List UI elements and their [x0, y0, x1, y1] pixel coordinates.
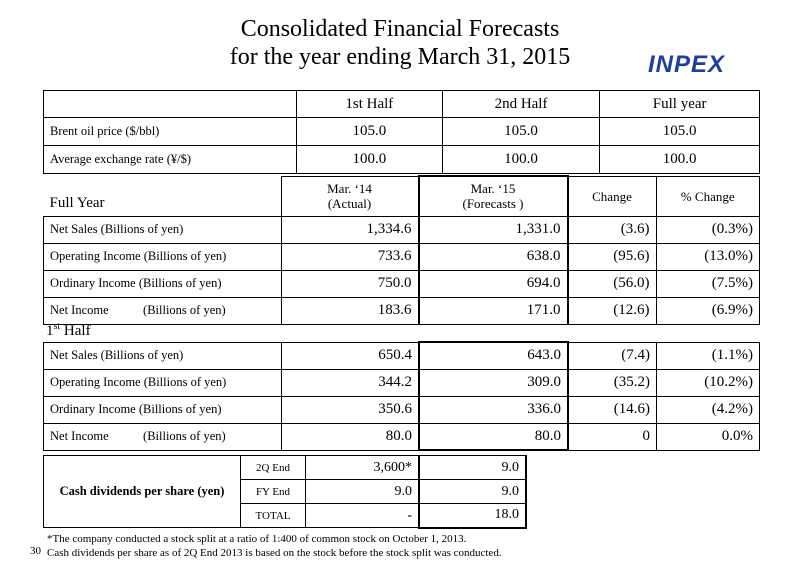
pct-value: (13.0%) [656, 243, 760, 270]
table-row [44, 369, 760, 396]
table-row [44, 423, 760, 450]
dividend-period: 2Q End [241, 456, 306, 480]
brent-2h: 105.0 [442, 118, 600, 146]
dividend-table [43, 455, 527, 529]
forecast-value: 694.0 [419, 270, 568, 297]
header-full-year: Full year [600, 91, 760, 118]
first-half-ordinal: st [53, 321, 61, 332]
fx-2h: 100.0 [442, 146, 600, 174]
actual-value: 1,334.6 [281, 216, 419, 243]
row-label: Ordinary Income (Billions of yen) [44, 396, 282, 423]
dividend-period: TOTAL [241, 504, 306, 528]
first-half-table [43, 341, 760, 451]
col-change-header: Change [568, 176, 657, 216]
table-row [44, 297, 760, 324]
table-row [44, 243, 760, 270]
actual-value: 183.6 [281, 297, 419, 324]
col-actual-line2: (Actual) [327, 196, 372, 211]
change-value: (3.6) [568, 216, 657, 243]
change-value: (95.6) [568, 243, 657, 270]
forecast-value: 80.0 [419, 423, 568, 450]
header-1st-half: 1st Half [297, 91, 443, 118]
table-row [44, 342, 760, 369]
dividend-actual: - [306, 504, 420, 528]
change-value: (12.6) [568, 297, 657, 324]
col-actual-line1: Mar. ‘14 [327, 181, 372, 196]
row-label: Net Income (Billions of yen) [44, 423, 282, 450]
col-forecast-line1: Mar. ‘15 [470, 181, 516, 197]
row-label: Ordinary Income (Billions of yen) [44, 270, 282, 297]
table-row [44, 216, 760, 243]
col-actual-header [281, 176, 419, 216]
actual-value: 750.0 [281, 270, 419, 297]
table-row [44, 396, 760, 423]
fx-fy: 100.0 [600, 146, 760, 174]
change-value: (14.6) [568, 396, 657, 423]
dividend-actual: 9.0 [306, 480, 420, 504]
full-year-table [43, 175, 760, 325]
row-label: Net Sales (Billions of yen) [44, 342, 282, 369]
dividend-forecast: 18.0 [419, 504, 526, 528]
fx-1h: 100.0 [297, 146, 443, 174]
forecast-value: 309.0 [419, 369, 568, 396]
pct-value: (4.2%) [657, 396, 760, 423]
logo-text: INPEX [648, 51, 726, 76]
forecast-value: 1,331.0 [419, 216, 568, 243]
dividend-period: FY End [241, 480, 306, 504]
pct-value: (0.3%) [656, 216, 760, 243]
first-half-number: 1 [46, 323, 54, 339]
dividend-forecast: 9.0 [419, 480, 526, 504]
brent-fy: 105.0 [600, 118, 760, 146]
change-value: (56.0) [568, 270, 657, 297]
brent-1h: 105.0 [297, 118, 443, 146]
change-value: (7.4) [568, 342, 657, 369]
footnote-line1: *The company conducted a stock split at a ratio of 1:400 of common stock on October 1, 2013. [47, 533, 467, 545]
brent-label: Brent oil price ($/bbl) [44, 118, 297, 146]
col-pct-header: % Change [656, 176, 760, 216]
first-half-heading [46, 321, 91, 340]
dividend-actual: 3,600* [306, 456, 420, 480]
row-label: Net Income (Billions of yen) [44, 297, 282, 324]
forecast-value: 643.0 [419, 342, 568, 369]
pct-value: (1.1%) [657, 342, 760, 369]
actual-value: 80.0 [282, 423, 420, 450]
first-half-word: Half [60, 323, 91, 339]
change-value: 0 [568, 423, 657, 450]
row-label: Operating Income (Billions of yen) [44, 369, 282, 396]
actual-value: 650.4 [282, 342, 420, 369]
col-forecast-line2: (Forecasts ) [462, 196, 524, 212]
pct-value: (6.9%) [656, 297, 760, 324]
full-year-heading: Full Year [49, 194, 105, 211]
fx-label: Average exchange rate (¥/$) [44, 146, 297, 174]
actual-value: 350.6 [282, 396, 420, 423]
col-forecast-header [419, 176, 568, 216]
footnote-line2: Cash dividends per share as of 2Q End 2013 is based on the stock before the stock split was conducted. [47, 547, 502, 559]
change-value: (35.2) [568, 369, 657, 396]
assumptions-corner [44, 91, 297, 118]
row-label: Net Sales (Billions of yen) [44, 216, 282, 243]
dividend-forecast: 9.0 [419, 456, 526, 480]
actual-value: 733.6 [281, 243, 419, 270]
inpex-logo [646, 50, 758, 76]
page-number: 30 [30, 545, 41, 557]
header-2nd-half: 2nd Half [442, 91, 600, 118]
pct-value: 0.0% [657, 423, 760, 450]
slide-title-line1: Consolidated Financial Forecasts [240, 16, 560, 42]
pct-value: (10.2%) [657, 369, 760, 396]
dividend-label: Cash dividends per share (yen) [44, 456, 241, 528]
pct-value: (7.5%) [656, 270, 760, 297]
assumptions-table [43, 90, 760, 174]
footnote [47, 532, 502, 560]
table-row [44, 270, 760, 297]
slide-title-line2: for the year ending March 31, 2015 [229, 44, 571, 70]
forecast-value: 336.0 [419, 396, 568, 423]
forecast-value: 171.0 [419, 297, 568, 324]
row-label: Operating Income (Billions of yen) [44, 243, 282, 270]
forecast-value: 638.0 [419, 243, 568, 270]
actual-value: 344.2 [282, 369, 420, 396]
